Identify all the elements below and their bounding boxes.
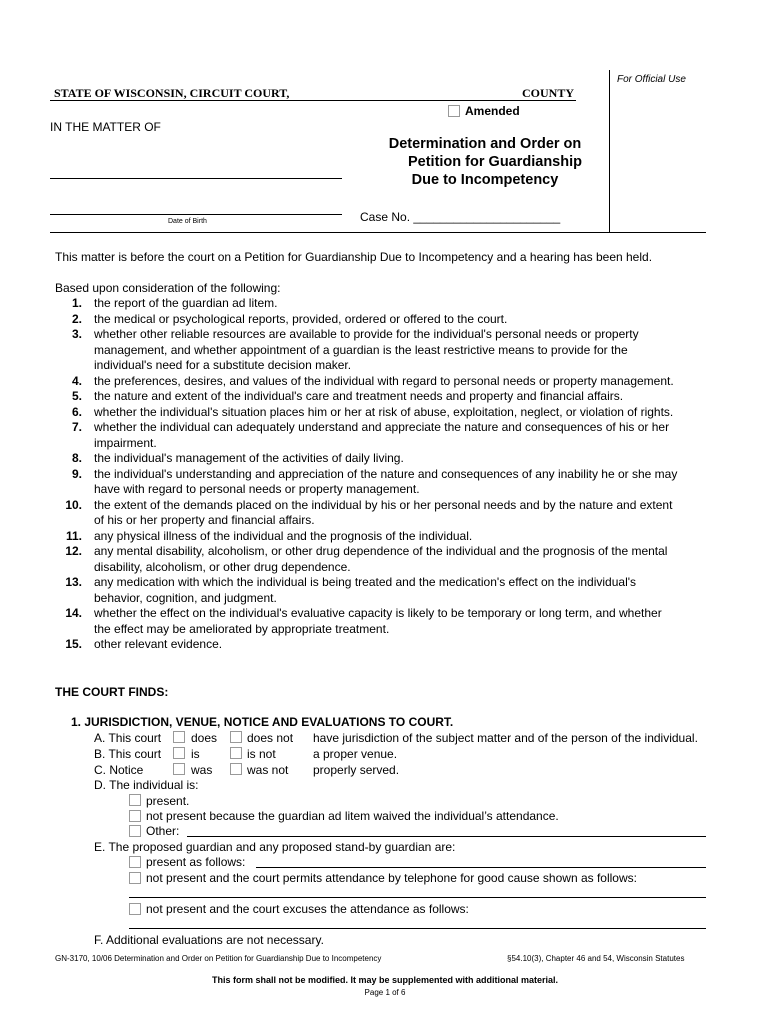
guardian-telephone-checkbox[interactable] [129, 872, 141, 884]
evaluations-label: F. Additional evaluations are not necessary. [94, 933, 324, 947]
consideration-text: other relevant evidence. [94, 637, 223, 651]
notice-was-label: was [191, 763, 213, 777]
consideration-number: 13. [65, 575, 82, 589]
guardian-excused-checkbox[interactable] [129, 903, 141, 915]
consideration-text: of his or her property and financial affairs. [94, 513, 315, 527]
guardian-present-checkbox[interactable] [129, 856, 141, 868]
consideration-text: the medical or psychological reports, provided, ordered or offered to the court. [94, 311, 508, 326]
venue-is-not-checkbox[interactable] [230, 747, 242, 759]
page-number: Page 1 of 6 [364, 988, 406, 997]
individual-other-label: Other: [146, 824, 180, 838]
consideration-text: any medication with which the individual is being treated and the medication's effect on the individual's [94, 575, 637, 589]
individual-present-checkbox[interactable] [129, 794, 141, 806]
section1-title: 1. JURISDICTION, VENUE, NOTICE AND EVALUATIONS TO COURT. [71, 715, 454, 729]
consideration-text: individual's need for a substitute decision maker. [94, 358, 352, 372]
jurisdiction-tail: have jurisdiction of the subject matter and of the person of the individual. [313, 731, 698, 745]
venue-is-checkbox[interactable] [173, 747, 185, 759]
consideration-number: 12. [65, 544, 82, 558]
consideration-number: 4. [71, 373, 82, 388]
consideration-text: whether the effect on the individual's evaluative capacity is likely to be temporary or long term, and whether [94, 606, 662, 620]
form-id: GN-3170, 10/06 Determination and Order on Petition for Guardianship Due to Incompetency [55, 954, 382, 963]
consideration-text: behavior, cognition, and judgment. [94, 590, 277, 605]
consideration-text: the individual's management of the activities of daily living. [94, 451, 404, 465]
amended-label: Amended [465, 104, 520, 118]
consideration-text: the extent of the demands placed on the individual by his or her personal needs and by the nature and extent [94, 497, 673, 512]
guardian-telephone-label: not present and the court permits attendance by telephone for good cause shown as follows: [146, 871, 637, 885]
consideration-text: any mental disability, alcoholism, or other drug dependence of the individual and the prognosis of the mental [94, 544, 668, 558]
consideration-text: the nature and extent of the individual's care and treatment needs and property and financial affairs. [94, 389, 624, 403]
consideration-number: 8. [71, 451, 82, 465]
venue-is-not-label: is not [247, 747, 276, 761]
individual-label: D. The individual is: [94, 778, 199, 792]
guardian-present-label: present as follows: [146, 855, 246, 869]
jurisdiction-does-label: does [191, 731, 218, 745]
header-bottom-rule [50, 232, 706, 233]
consideration-text: whether the individual's situation places him or her at risk of abuse, exploitation, neglect, or violation of rights. [94, 404, 674, 419]
form-title-line1: Determination and Order on [388, 136, 582, 152]
jurisdiction-label: A. This court [94, 731, 162, 745]
guardian-excused-label: not present and the court excuses the attendance as follows: [146, 902, 469, 916]
consideration-text: whether the individual can adequately understand and appreciate the nature and consequences of his or her [94, 420, 670, 434]
consideration-number: 3. [71, 327, 82, 341]
consideration-text: the report of the guardian ad litem. [94, 296, 278, 310]
venue-is-label: is [191, 747, 200, 761]
consideration-number: 6. [71, 404, 82, 419]
consideration-number: 11. [65, 528, 82, 543]
individual-present-label: present. [146, 794, 190, 808]
intro-text: This matter is before the court on a Petition for Guardianship Due to Incompetency and a hearing has been held. [55, 250, 653, 264]
case-number-field[interactable]: Case No. ______________________ [360, 210, 561, 224]
state-court-label: STATE OF WISCONSIN, CIRCUIT COURT, [54, 86, 290, 100]
consideration-text: the preferences, desires, and values of the individual with regard to personal needs or property management. [94, 373, 674, 388]
individual-not-present-checkbox[interactable] [129, 810, 141, 822]
guardian-telephone-field[interactable] [129, 897, 706, 898]
consideration-number: 15. [65, 637, 82, 651]
venue-tail: a proper venue. [313, 747, 398, 761]
official-use-label: For Official Use [617, 74, 686, 85]
individual-not-present-label: not present because the guardian ad litem waived the individual’s attendance. [146, 809, 559, 823]
consideration-text: the effect may be ameliorated by appropriate treatment. [94, 621, 390, 636]
jurisdiction-does-not-checkbox[interactable] [230, 731, 242, 743]
consideration-text: whether other reliable resources are available to provide for the individual's personal needs or property [94, 327, 639, 341]
statutes-reference: §54.10(3), Chapter 46 and 54, Wisconsin Statutes [507, 954, 685, 963]
consideration-number: 14. [65, 606, 82, 620]
notice-was-checkbox[interactable] [173, 763, 185, 775]
county-label: COUNTY [522, 86, 575, 100]
name-field[interactable] [50, 178, 342, 179]
individual-other-field[interactable] [187, 836, 706, 837]
guardian-excused-field[interactable] [129, 928, 706, 929]
notice-tail: properly served. [313, 763, 400, 777]
guardian-presence-label: E. The proposed guardian and any proposed stand-by guardian are: [94, 840, 456, 854]
jurisdiction-does-checkbox[interactable] [173, 731, 185, 743]
guardian-present-field[interactable] [256, 867, 706, 868]
consideration-text: management, and whether appointment of a guardian is the least restrictive means to provide for the [94, 342, 628, 357]
consideration-number: 7. [71, 420, 82, 434]
consideration-text: the individual's understanding and appreciation of the nature and consequences of any inability he or she may [94, 466, 678, 481]
consideration-number: 10. [65, 497, 82, 512]
form-title-line2: Petition for Guardianship [407, 154, 582, 170]
based-upon-text: Based upon consideration of the following: [55, 281, 281, 295]
form-title-line3: Due to Incompetency [411, 172, 559, 188]
notice-label: C. Notice [94, 763, 144, 777]
amended-checkbox[interactable] [448, 105, 460, 117]
date-of-birth-label: Date of Birth [168, 218, 207, 225]
individual-other-checkbox[interactable] [129, 825, 141, 837]
consideration-text: disability, alcoholism, or other drug dependence. [94, 559, 351, 574]
date-of-birth-field[interactable] [50, 214, 342, 215]
notice-was-not-checkbox[interactable] [230, 763, 242, 775]
consideration-number: 5. [71, 389, 82, 403]
in-the-matter-label: IN THE MATTER OF [50, 120, 161, 134]
consideration-text: any physical illness of the individual and the prognosis of the individual. [94, 528, 473, 543]
consideration-number: 1. [71, 296, 82, 310]
consideration-text: impairment. [94, 435, 157, 450]
court-county-line [50, 100, 576, 101]
consideration-text: have with regard to personal needs or property management. [94, 482, 420, 496]
jurisdiction-does-not-label: does not [247, 731, 294, 745]
consideration-number: 9. [71, 466, 82, 481]
notice-was-not-label: was not [247, 763, 289, 777]
venue-label: B. This court [94, 747, 162, 761]
modification-notice: This form shall not be modified. It may be supplemented with additional material. [211, 975, 559, 985]
court-finds-heading: THE COURT FINDS: [55, 685, 169, 699]
consideration-number: 2. [71, 311, 82, 326]
